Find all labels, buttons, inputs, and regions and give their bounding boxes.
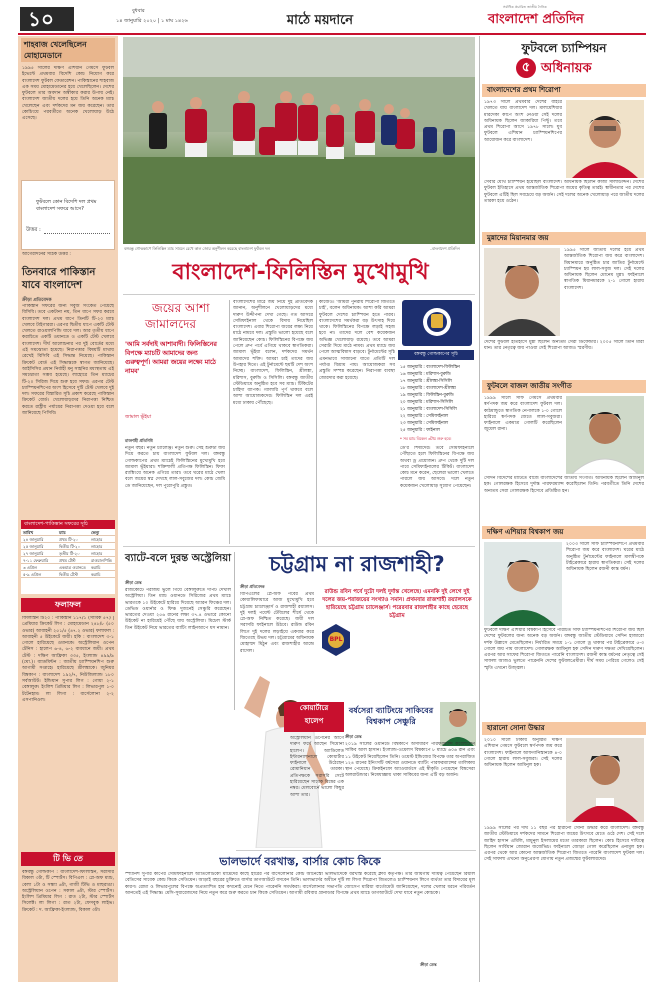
quote-attrib: জামাল ভূঁইয়া	[125, 414, 152, 420]
captain-body-2: ১৯৯৫ সালে জাতীয় দলের হয়ে প্রথম আন্তর্জাতিক শিরোপা জয় করে বাংলাদেশ। মিয়ানমারে অনুষ্ঠিত চার জাতির টুর্নামেন্টে চ্যাম্পিয়ন হয় লাল-সবুজ দল। সেই দলের অধিনায়ক ছিলেন মোনেম মুন্না। ফাইনালে স্বাগতিক মিয়ানমারকে ২-১ গোলে হারায় বাংলাদেশ।	[564, 248, 644, 291]
section-heading-5: হারানো সোনা উদ্ধার	[482, 722, 646, 735]
ctg-deck: রাউন্ড রবিন পর্বে দুটো দলই দুর্দান্ত খেলেছে। এমনকি দুই লেগে দুই দলের জয়-পরাজয়ের সংখ্যাও সমান। প্রথমবার রাজশাহী রয়্যালসকে হারিয়েছে চট্টগ্রাম চ্যালেঞ্জার্স। পরেরবার রাজশাহীর কাছে হেরেছে চট্টগ্রাম	[322, 589, 472, 619]
captain-label: অধিনায়ক	[541, 61, 592, 76]
quote-text: 'আমি সর্বদাই আশাবাদী। ফিলিস্তিনের বিপক্ষে ম্যাচটি আমাদের জন্য গুরুত্বপূর্ণ। আমরা জয়ের লক্ষ্যে মাঠে নামব'	[125, 341, 217, 375]
section-heading-1: বাংলাদেশের প্রথম শিরোপা	[482, 84, 646, 97]
kicker-2: জামালদের	[145, 317, 197, 331]
gold-cup-logo-art	[402, 300, 472, 346]
schedule-table	[21, 520, 115, 594]
schedule-cell: রাওয়ালপিন্ডি	[91, 558, 112, 563]
schedule-header-row	[21, 529, 115, 536]
schedule-cell: ৩ এপ্রিল	[23, 565, 38, 570]
captain-photo-5	[566, 738, 644, 822]
header-day: বুধবার	[132, 8, 145, 14]
schedule-row	[21, 536, 115, 543]
section-heading-4: দক্ষিণ এশিয়ার বিশ্বকাপ জয়	[482, 526, 646, 539]
halep-body: অস্ট্রেলিয়ান ওপেনের আগে দারুণ ফর্মে আছেন সিমোনা হালেপ। অ্যাডিলেড ইন্টারন্যাশনালে কোয়ার্টার ফাইনালে উঠেছেন রোমানিয়ান তারকা। প্রতিপক্ষকে সরাসরি সেটে হারিয়েছেন সাবেক বিশ্বের এক নম্বর। মেলবোর্নে ভালো কিছুর আশা তার।	[290, 736, 344, 798]
schedule-cell: ২৫ জানুয়ারি	[23, 544, 44, 549]
bottom-body: স্প্যানিশ সুপার কাপের সেমিফাইনালে অ্যাতলেটিকো মাদ্রিদের কাছে হারের পর বার্সেলোনার কোচ আর্নেস্তো ভালভার্দেকে বরখাস্ত করেছে ক্লাব কর্তৃপক্ষ। তার জায়গায় দায়িত্ব পেয়েছেন রিয়াল বেতিসের সাবেক কোচ কিকে সেতিয়েন। আড়াই বছরের চুক্তিতে বার্সার ডাগআউটে বসবেন তিনি। ভালভার্দের অধীনে দুটি লা লিগা শিরোপা জিতলেও চ্যাম্পিয়নস লিগে ব্যর্থতা তার বিদায়ের মূল কারণ। রোমা ও লিভারপুলের বিপক্ষে অপ্রত্যাশিত হার কখনোই মেনে নিতে পারেননি সমর্থকরা। বার্সেলোনার সভাপতি জোসেপ মারিয়া বার্তোমেউ জানিয়েছেন, দলের খেলার ধরনে পরিবর্তন আনতেই এই সিদ্ধান্ত। মেসি-সুয়ারেজদের নিয়ে নতুন করে শুরু করতে চান কিকে সেতিয়েন। আগামী রবিবার গ্রানাডার বিপক্ষে প্রথম ম্যাচে ডাগআউটে দেখা যাবে নতুন কোচকে।	[125, 872, 475, 896]
shahbaz-title: শাহবাজ খেলেছিলেন মোহামেডানে	[24, 40, 87, 60]
bat-byline: ক্রীড়া ডেস্ক	[125, 580, 142, 585]
pak-body: পাকিস্তান সফরের জন্য সবুজ সংকেত পেয়েছে বিসিবি। তবে একটানা নয়, তিন ধাপে সফর করবে বাংলাদেশ দল। প্রথম ধাপে তিনটি টি-২০ ম্যাচ খেলবে টাইগাররা। এরপর দ্বিতীয় ধাপে একটি টেস্ট খেলতে রাওয়ালপিন্ডি যাবে দল। আর তৃতীয় ধাপে করাচিতে একটি ওয়ানডে ও একটি টেস্ট খেলবে বাংলাদেশ। দীর্ঘ আলোচনার পর দুই বোর্ডের মধ্যে এই সমঝোতা হয়েছে। নিরাপত্তার বিষয়টি মাথায় রেখেই বিসিবি এই সিদ্ধান্ত নিয়েছে। পাকিস্তান ক্রিকেট বোর্ড এই সিদ্ধান্তকে স্বাগত জানিয়েছে। আইসিসির প্রধান নির্বাহী মনু সাহনির মধ্যস্থতায় এই সমঝোতা সম্ভব হয়েছে। লাহোরে তিন ম্যাচের টি-২০ সিরিজ দিয়ে শুরু হবে সফর। এরপর টেস্ট চ্যাম্পিয়নশিপের অংশ হিসেবে দুটি টেস্ট খেলবে দুই দল। সফরের বিস্তারিত সূচি প্রকাশ করেছে পাকিস্তান ক্রিকেট বোর্ড। খেলোয়াড়দের নিরাপত্তা নিশ্চিত করতে রাষ্ট্রীয় পর্যায়ের নিরাপত্তা দেওয়া হবে বলে জানিয়েছে পিসিবি।	[22, 304, 114, 417]
section-heading-3: ফুটবলে বাজল জাতীয় সংগীত	[482, 380, 646, 393]
results-title: ফলাফল	[55, 600, 81, 609]
photo-credit: –বাংলাদেশ প্রতিদিন	[430, 246, 460, 251]
page-number: ১০	[28, 7, 54, 31]
captain-body-2b: দেশের ফুটবল ইতিহাসে মুন্না ছিলেন অন্যতম সেরা ডিফেন্ডার। ২০০৫ সালে তিনি মারা যান। তার নেতৃত্বে জয় পাওয়া সেই শিরোপা আজও স্মরণীয়।	[484, 340, 644, 352]
schedule-cell: ম্যাচ	[59, 530, 66, 535]
schedule-cell: প্রথম টেস্ট	[59, 558, 76, 563]
page-header	[0, 0, 650, 33]
quiz-answer-label: উত্তর :	[26, 227, 41, 233]
bpl-logo-text: BPL	[329, 636, 343, 643]
gold-cup-row: ২২ জানুয়ারি : সেমিফাইনাল	[400, 414, 448, 419]
pak-byline: ক্রীড়া প্রতিবেদক	[22, 298, 52, 303]
captain-photo-3-art	[566, 396, 644, 474]
shakib-photo	[440, 702, 476, 746]
gold-cup-row: ২৩ জানুয়ারি : সেমিফাইনাল	[400, 421, 448, 426]
main-byline: রাজশাহী প্রতিনিধি	[125, 438, 153, 443]
schedule-cell: লাহোর	[91, 551, 103, 556]
shahbaz-box	[21, 38, 115, 62]
captain-body-4b: ফুটবলে দক্ষিণ এশিয়ার বিশ্বকাপ হিসেবে পরিচিত সাফ চ্যাম্পিয়নশিপের শিরোপা জয় ছিল দেশের ফুটবলের জন্য অনেক বড় অর্জন। বঙ্গবন্ধু জাতীয় স্টেডিয়ামে সেদিন হাজারো দর্শক উল্লাসে মেতেছিলেন। নির্ধারিত সময়ে ১-১ গোলে ড্র থাকার পর টাইব্রেকারে ৫-৩ গোলে জয় পায় বাংলাদেশ। গোলরক্ষক আমিনুল হক সেদিন দারুণ দক্ষতা দেখিয়েছিলেন। এরপর আর সাফের শিরোপা জিততে পারেনি বাংলাদেশ। রজনী কান্ত বর্মনের নেতৃত্বে সেই সাফল্য আজও ভুলতে পারেননি দেশের ফুটবলপ্রেমীরা। দীর্ঘ সময় পেরিয়ে গেলেও সেই স্মৃতি এখনো উজ্জ্বল।	[484, 628, 644, 671]
schedule-cell: দ্বিতীয় টি-২০	[59, 544, 81, 549]
main-body-1: নতুন বছর। নতুন চ্যালেঞ্জ। নতুন শুরু। সেই শুরুটা জয় দিয়ে করতে চায় বাংলাদেশ ফুটবল দল। বঙ্গবন্ধু গোল্ডকাপের প্রথম ম্যাচেই ফিলিস্তিনের মুখোমুখি হবে জামাল ভূঁইয়ারা। শক্তিশালী প্রতিপক্ষ ফিলিস্তিন। ফিফা র‌্যাঙ্কিংয়ে অনেক এগিয়ে তারা। তবে ঘরের মাঠে খেলা বলে জয়ের স্বপ্ন দেখছে লাল-সবুজের দল। কোচ জেমি ডে জানিয়েছেন, দল পুরোপুরি প্রস্তুত।	[125, 446, 225, 489]
results-body: ফিলিস্তিন টি২০ : পাকিস্তান ১১৭/১ (সাবিক ৫৭) | প্রেমিয়ার ক্রিকেট লিগ : মোহামেডান ২৪৮/৮ (৫০ ওভার) আবাহনী ২৫১/৫ (৪৭.২ ওভার) ফলাফল : আবাহনী ৫ উইকেটে জয়ী। হকি : বাংলাদেশ ৩-১ গোলে হারিয়েছে ওমানকে। অস্ট্রেলিয়ান ওপেন টেনিস : হালেপ ৬-৪, ৬-২ ব্যবধানে জয়ী। প্রথম টেস্ট : দক্ষিণ আফ্রিকা ৩৩৫, ইংল্যান্ড ৪৯৯/৯ (ঘো.)। ব্যাডমিন্টন : জাতীয় চ্যাম্পিয়নশিপ শুরু আগামী সপ্তাহে। হারিয়েছে শ্রীলঙ্কাকে। জুনিয়র বিশ্বকাপ : বাংলাদেশ ১৯২/৭, নিউজিল্যান্ড ১৮০ সর্বআউট। ইন্ডিয়ান সুপার লিগ : গোয়া ২-১ বেঙ্গালুরু। ইংলিশ প্রিমিয়ার লিগ : লিভারপুল ১-০ টটেনহাম। লা লিগা : বার্সেলোনা ২-২ এসপানিওল।	[22, 616, 114, 703]
brand-logo: বাংলাদেশ প্রতিদিন	[488, 12, 584, 27]
schedule-row	[21, 571, 115, 578]
page-number-box	[20, 7, 74, 31]
schedule-cell: ২৪ জানুয়ারি	[23, 537, 44, 542]
gold-cup-label: বঙ্গবন্ধু গোল্ডকাপের সূচি	[398, 350, 474, 360]
gold-cup-row: ২১ জানুয়ারি : বাংলাদেশ-সিসিলি	[400, 407, 457, 412]
schedule-cell: ভেন্যু	[91, 530, 100, 535]
shahbaz-body: ১৯৯৫ সালের দক্ষিণ এশিয়ান গেমসে ফুটবল ইভেন্টে প্রথমবার বিদেশি কোচ নিয়োগ করে বাংলাদেশ ফুটবল ফেডারেশন। পাকিস্তানের শাহবাজ এক সময় মোহামেডানের হয়ে খেলেছিলেন। দেশের ফুটবলে তার অবদান অস্বীকার করার উপায় নেই। বাংলাদেশ জাতীয় দলের হয়ে তিনি অনেক ম্যাচ খেলেছেন এবং দর্শকদের মন জয় করেছেন। তার কোচিংয়ে পরবর্তীতে অনেক খেলোয়াড় উঠে এসেছে।	[22, 66, 114, 122]
cup-body: ডে'র শিষ্যদের। তবে সেমিফাইনালে পৌঁছাতে হলে ফিলিস্তিনের বিপক্ষে জয় অথবা ড্র প্রয়োজন। গ্রুপ থেকে দুটি দল পাবে সেমিফাইনালের টিকিট। বাংলাদেশ কোচ মনে করেন, ছেলেরা ভালো খেলতে পারলে জয় আসবে। দলে নতুন কয়েকজন খেলোয়াড় সুযোগ পেয়েছেন।	[400, 446, 474, 489]
gold-cup-row: ১৫ জানুয়ারি : বাংলাদেশ-ফিলিস্তিন	[400, 365, 460, 370]
captain-photo-2-art	[484, 248, 560, 336]
ctg-headline: চট্টগ্রাম না রাজশাহী?	[269, 552, 445, 576]
gold-cup-schedule	[400, 364, 474, 434]
pak-title: তিনবারে পাকিস্তান যাবে বাংলাদেশ	[22, 267, 96, 291]
captain-photo-2	[484, 248, 560, 336]
bat-title: ব্যাটে-বলে দুরন্ত অস্ট্রেলিয়া	[125, 553, 231, 564]
captain-photo-4-art	[484, 542, 562, 626]
captain-body-3: ১৯৯৯ সালে সাফ গেমসে প্রথমবার স্বর্ণপদক জয় করে বাংলাদেশ ফুটবল দল। কাঠমান্ডুতে স্বাগতিক নেপালকে ১-০ গোলে হারিয়ে স্বর্ণপদক জেতে লাল-সবুজরা। ফাইনালে একমাত্র গোলটি করেছিলেন জুয়েল রানা।	[484, 396, 562, 433]
quiz-box	[21, 180, 115, 250]
captain-body-1: ১৯৭৩ সালে প্রথমবার দেশের বাইরে খেলতে যায় বাংলাদেশ দল। মালয়েশিয়ার মারদেকা কাপে অংশ নেওয়া সেই দলের অধিনায়ক ছিলেন জাকারিয়া পিন্টু। তবে প্রথম শিরোপা আসে ১৯৭৮ সালে। যুব ফুটবলে এশিয়ান চ্যাম্পিয়নশিপের আয়োজন করে বাংলাদেশ।	[484, 100, 562, 143]
tv-body: বঙ্গবন্ধু গোল্ডকাপ : বাংলাদেশ-ফিলিস্তিন, সরাসরি বিকাল ৩টা, টি স্পোর্টস। বিপিএল : প্লে-অফ ম্যাচ, বেলা ১টা ও সন্ধ্যা ৬টা, গাজী টিভি ও মাছরাঙা। অস্ট্রেলিয়ান ওপেন : সকাল ৬টা, স্টার স্পোর্টস। ইংলিশ প্রিমিয়ার লিগ : রাত ২টা, স্টার স্পোর্টস সিলেক্ট। লা লিগা : রাত ২টা, ফেসবুক লাইভ। ক্রিকেট : দ. আফ্রিকা-ইংল্যান্ড, বিকাল ৩টা।	[22, 870, 114, 913]
schedule-cell: তৃতীয় টি-২০	[59, 551, 80, 556]
captain-number: ৫	[516, 58, 536, 78]
gold-cup-logo	[402, 300, 472, 346]
schedule-cell: করাচি	[91, 565, 101, 570]
quiz-prev: আগেরদিনের সঠিক উত্তর :	[22, 252, 71, 257]
right-top-title: ফুটবলে চ্যাম্পিয়ন	[521, 41, 607, 55]
schedule-title: বাংলাদেশ-পাকিস্তান সফরের সূচি	[21, 520, 115, 529]
photo-caption: বঙ্গবন্ধু গোল্ডকাপে ফিলিস্তিন ম্যাচ সামনে রেখে কাল জোর অনুশীলন করেছে বাংলাদেশ ফুটবল দল	[124, 246, 270, 251]
schedule-cell: ২৭ জানুয়ারি	[23, 551, 44, 556]
captain-photo-3	[566, 396, 644, 474]
mashrafe-byline: ক্রীড়া ডেস্ক	[345, 734, 362, 739]
shakib-photo-art	[440, 702, 476, 746]
tv-header	[21, 852, 115, 866]
schedule-cell: প্রথম টি-২০	[59, 537, 79, 542]
schedule-cell: ৭-১১ ফেব্রুয়ারি	[23, 558, 49, 563]
header-date: ১৪ জানুয়ারি ২০২০ | ১ মাঘ ১৪২৬	[116, 18, 188, 24]
main-headline: বাংলাদেশ-ফিলিস্তিন মুখোমুখি	[172, 260, 429, 285]
gold-cup-row: ১৭ জানুয়ারি : শ্রীলঙ্কা-সিসিলি	[400, 379, 452, 384]
training-photo-art	[123, 37, 475, 244]
gold-cup-row: ১৮ জানুয়ারি : বাংলাদেশ-শ্রীলঙ্কা	[400, 386, 456, 391]
gold-cup-row: ২০ জানুয়ারি : মরিশাস-সিসিলি	[400, 400, 453, 405]
quarter-title-1: কোয়ার্টারে	[299, 704, 329, 712]
mashrafe-body: ২০১৯ সালের ওয়ানডে বিশ্বকাপে অসাধারণ পারফরম্যান্স করেছিলেন সাকিব আল হাসান। ইংল্যান্ড-ওয়েলস বিশ্বকাপে ৮ ম্যাচে ৬০৬ রান এবং ১১ উইকেট নিয়েছিলেন তিনি। ওয়েস্ট ইন্ডিজের বিপক্ষে তার অপরাজিত ১২৪ রানের ইনিংসটি বর্ষসেরা ওয়ানডে ব্যাটিং পারফরম্যান্সের তালিকায় স্থান পেয়েছে। ক্রিকইনফো অ্যাওয়ার্ডসে এই স্বীকৃতি পেয়েছেন বিশ্বসেরা অলরাউন্ডার। নিষেধাজ্ঞায় থাকা সাকিবের জন্য এটি বড় অর্জন।	[345, 742, 475, 779]
captain-body-3b: সেদিন বিদেশের মাটিতে বাজে বাংলাদেশের জাতীয় সংগীত। অধিনায়ক ছিলেন আমিনুল হক। গোলরক্ষক হিসেবে দুর্দান্ত পারফরম্যান্স করেছিলেন তিনি। পরবর্তীতে তিনি দেশের অন্যতম সেরা গোলরক্ষক হিসেবে প্রতিষ্ঠিত হন।	[484, 476, 644, 494]
ctg-byline: ক্রীড়া প্রতিবেদক	[240, 584, 265, 589]
quiz-question: ফুটবলে কোন বিদেশি দল প্রথম বাংলাদেশ সফরে আসে?	[36, 199, 97, 212]
gold-cup-row: ২৫ জানুয়ারি : ফাইনাল	[400, 428, 440, 433]
schedule-row	[21, 557, 115, 564]
bpl-logo	[320, 622, 352, 658]
schedule-row	[21, 543, 115, 550]
captain-box	[516, 58, 616, 78]
ctg-body-1: বিপিএলের প্লে-অফ পর্বের প্রথম কোয়ালিফায়ারে আজ মুখোমুখি হবে চট্টগ্রাম চ্যালেঞ্জার্স ও রাজশাহী রয়্যালস। দুই দলই পয়েন্ট টেবিলের শীর্ষে থেকে প্লে-অফ নিশ্চিত করেছে। জয়ী দল সরাসরি ফাইনালে উঠবে। রাউন্ড রবিন লিগে দুই দলের লড়াইয়ে একবার করে জিতেছে উভয় দল। চট্টগ্রামের অধিনায়ক মোহাম্মদ মিঠুন এবং রাজশাহীর আন্দ্রে রাসেল।	[240, 592, 314, 654]
schedule-cell: ৫-৯ এপ্রিল	[23, 572, 42, 577]
quarter-title-2: হালেপ	[304, 717, 324, 725]
training-photo	[123, 37, 475, 244]
section-heading-2: মুন্নাদের মিয়ানমার জয়	[482, 232, 646, 245]
schedule-row	[21, 550, 115, 557]
captain-photo-5-art	[566, 738, 644, 822]
captain-body-5: ২০১০ সালে ঢাকায় অনুষ্ঠিত দক্ষিণ এশিয়ান গেমসে ফুটবলে স্বর্ণপদক জয় করে বাংলাদেশ। ফাইনালে আফগানিস্তানকে ৪-০ গোলে হারায় লাল-সবুজরা। সেই দলের অধিনায়ক ছিলেন আমিনুল হক।	[484, 738, 562, 769]
mashrafe-title: বর্ষসেরা ব্যাটিংয়ে সাকিবের বিশ্বকাপ সেঞ্চুরি	[348, 706, 434, 726]
schedule-rows	[21, 529, 115, 578]
bottom-title: ভালভার্দে বরখাস্ত, বার্সার কোচ কিকে	[219, 855, 381, 868]
schedule-cell: লাহোর	[91, 544, 103, 549]
results-header	[21, 598, 115, 612]
bottom-byline: ক্রীড়া ডেস্ক	[420, 962, 437, 967]
schedule-cell: একমাত্র ওয়ানডে	[59, 565, 86, 570]
gold-cup-row: ১৬ জানুয়ারি : মরিশাস-বুরুন্ডি	[400, 372, 451, 377]
captain-body-4: ২০০৩ সালে সাফ চ্যাম্পিয়নশিপে প্রথমবার শিরোপা জয় করে বাংলাদেশ। ঘরের মাঠে অনুষ্ঠিত টুর্নামেন্টের ফাইনালে মালদ্বীপকে টাইব্রেকারে হারায় স্বাগতিকরা। সেই দলের অধিনায়ক ছিলেন রজনী কান্ত বর্মন।	[566, 542, 644, 573]
brand-tag: সর্বাধিক প্রচারিত জাতীয় দৈনিক	[503, 5, 547, 9]
captain-photo-1-art	[566, 100, 644, 178]
captain-photo-1	[566, 100, 644, 178]
schedule-row	[21, 564, 115, 571]
bat-body: রাজকোটে পরাজয় ভুলে গিয়ে বেঙ্গালুরুতে দাপট দেখাল অস্ট্রেলিয়া। তিন ম্যাচ ওয়ানডে সিরিজের প্রথম ম্যাচে ভারতকে ১০ উইকেটে হারিয়ে দিয়েছে অ্যারন ফিঞ্চের দল। ডেভিড ওয়ার্নার ও ফিঞ্চ দুজনেই সেঞ্চুরি করেছেন। ভারতের দেওয়া ২৫৬ রানের লক্ষ্য ৩৭.৪ ওভারে কোনো উইকেট না হারিয়েই পৌঁছে যায় অস্ট্রেলিয়া। মিচেল স্টার্ক তিন উইকেট নিয়ে ভারতের ব্যাটিং লাইনআপে ধস নামান।	[125, 588, 231, 631]
captain-body-1b: সেবার যৌথ চ্যাম্পিয়ন হয়েছিল বাংলাদেশ। অধিনায়ক ছিলেন কাজী সালাউদ্দিন। দেশের ফুটবল ইতিহাসে প্রথম আন্তর্জাতিক শিরোপা জয়ের কৃতিত্ব তারই। স্বাধীনতার পর দেশের ফুটবলে এটিই ছিল সবচেয়ে বড় অর্জন। সেই দলের অনেক খেলোয়াড় পরে জাতীয় দলের তারকা হয়ে ওঠেন।	[484, 180, 644, 204]
quiz-answer-line	[44, 233, 110, 234]
section-title: মাঠে ময়দানে	[286, 13, 354, 28]
tv-title: টি ভি তে	[53, 854, 83, 863]
quarter-box	[284, 702, 344, 732]
main-body-3: কাজেও। 'আমরা পুনরায় শিরোপা জিততে চাই', বলেন অধিনায়ক। আশা করি আমরা ফুটবলে দেশের চ্যাম্পিয়ন হতে পারব। বাংলাদেশের সমর্থকরা বড় উৎসাহ দিয়ে থাকে। ফিলিস্তিনের বিপক্ষে লড়াই সহজ হবে না। তাদের দলে বেশ কয়েকজন অভিজ্ঞ খেলোয়াড় রয়েছে। তবে আমরা সেরাটা দিয়ে মাঠে নামব। প্রথম ম্যাচে জয় পেলে আত্মবিশ্বাস বাড়বে। টুর্নামেন্টের সূচি এমনভাবে সাজানো যাতে প্রতিটি দল পর্যাপ্ত বিশ্রাম পায়। আয়োজকরা সব প্রস্তুতি সম্পন্ন করেছেন। নিরাপত্তা ব্যবস্থা জোরদার করা হয়েছে।	[319, 300, 395, 381]
gold-cup-note: * সব ম্যাচ বিকেল ৩টায় শুরু হবে।	[400, 436, 452, 441]
main-body-2: বাংলাদেশের মাঠে জয় নিয়ে দুই প্রতিবেদক জানান, অনুশীলনে খেলোয়াড়দের মধ্যে দারুণ উদ্দীপনা দেখা গেছে। গত আসরে সেমিফাইনাল থেকে বিদায় নিয়েছিল বাংলাদেশ। এবার শিরোপা জয়ের লক্ষ্য নিয়ে মাঠে নামবে দল। প্রস্তুতি ভালো হয়েছে বলে জানিয়েছেন কোচ। ফিলিস্তিনের বিপক্ষে জয় পেলে গ্রুপ পর্বে এগিয়ে থাকবে স্বাগতিকরা। জামাল ভূঁইয়া বলেন, দর্শকদের সমর্থন আমাদের শক্তি। আমরা চাই তাদের জয় উপহার দিতে। এই টুর্নামেন্টে ছয়টি দেশ অংশ নিচ্ছে। বাংলাদেশ, ফিলিস্তিন, শ্রীলঙ্কা, মরিশাস, বুরুন্ডি ও সিসিলি। বঙ্গবন্ধু জাতীয় স্টেডিয়ামে অনুষ্ঠিত হবে সব ম্যাচ। টিকিটের চাহিদা ব্যাপক। গ্যালারি পূর্ণ থাকবে বলে আশা আয়োজকদের। ফিলিস্তিন দল এরই মধ্যে ঢাকায় পৌঁছেছে।	[233, 300, 313, 406]
schedule-cell: লাহোর	[91, 537, 103, 542]
gold-cup-row: ১৯ জানুয়ারি : ফিলিস্তিন-বুরুন্ডি	[400, 393, 454, 398]
schedule-cell: তারিখ	[23, 530, 34, 535]
kicker-1: জয়ের আশা	[152, 301, 210, 315]
captain-photo-4	[484, 542, 562, 626]
captain-body-5b: ১৯৯৯ সালের পর দীর্ঘ ১১ বছর পর হারানো সোনা উদ্ধার করে বাংলাদেশ। বঙ্গবন্ধু জাতীয় স্টেডিয়ামে দর্শকদের সামনে শিরোপা জয়ের উৎসবে মেতে ওঠে দেশ। সেই দলে জাহিদ হাসান এমিলি, মামুনুল ইসলামের মতো তারকারা ছিলেন। কোচ হিসেবে দায়িত্বে ছিলেন সার্বিয়ান জোরান জর্জেভিচ। ফাইনালে জোড়া গোল করেছিলেন এনামুল হক। এরপর থেকে আর কোনো আন্তর্জাতিক শিরোপা জিততে পারেনি বাংলাদেশ ফুটবল দল। সেই সাফল্য এখনো অনুপ্রেরণা যোগায় নতুন প্রজন্মের ফুটবলারদের।	[484, 826, 644, 863]
schedule-cell: দ্বিতীয় টেস্ট	[59, 572, 78, 577]
schedule-cell: করাচি	[91, 572, 101, 577]
